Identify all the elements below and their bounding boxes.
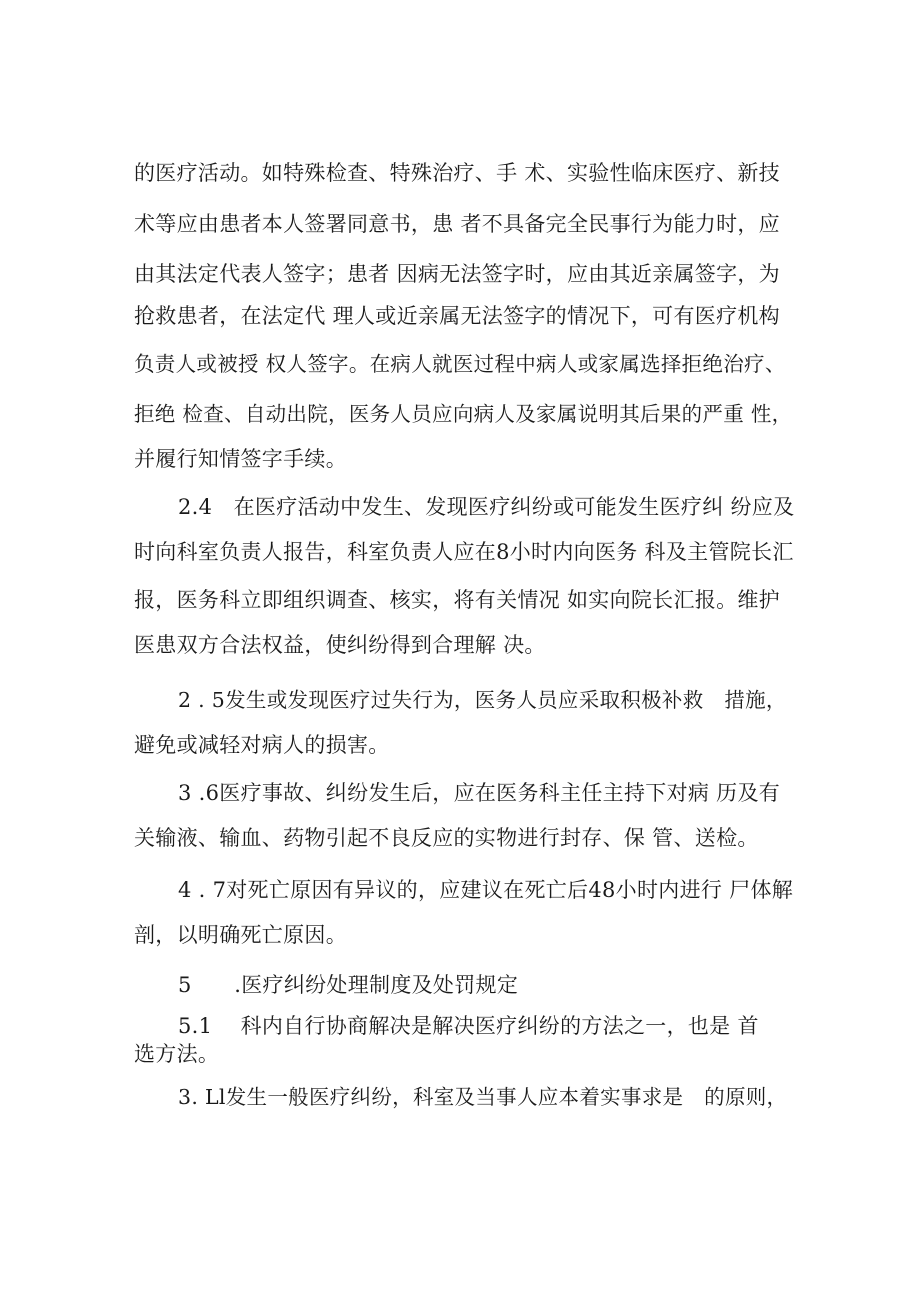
text-line: 选方法。 (134, 1042, 220, 1066)
text-line: 时向科室负责人报告，科室负责人应在8小时内向医务 科及主管院长汇 (134, 540, 794, 564)
text-line: 3. Ll发生一般医疗纠纷，科室及当事人应本着实事求是 的原则， (178, 1085, 788, 1109)
text-line: 2 . 5发生或发现医疗过失行为，医务人员应采取积极补救 措施， (178, 688, 787, 712)
text-line: 负责人或被授 权人签字。在病人就医过程中病人或家属选择拒绝治疗、 (134, 352, 786, 376)
text-line: 2.4 在医疗活动中发生、发现医疗纠纷或可能发生医疗纠 纷应及 (178, 495, 795, 519)
text-line: 医患双方合法权益，使纠纷得到合理解 决。 (134, 633, 546, 657)
text-line: 并履行知情签字手续。 (134, 447, 347, 471)
text-line: 由其法定代表人签字；患者 因病无法签字时，应由其近亲属签字，为 (134, 262, 780, 286)
text-line: 报，医务科立即组织调查、核实，将有关情况 如实向院长汇报。维护 (134, 588, 780, 612)
text-line: 关输液、输血、药物引起不良反应的实物进行封存、保 管、送检。 (134, 826, 759, 850)
text-line: 术等应由患者本人签署同意书，患 者不具备完全民事行为能力时，应 (134, 212, 780, 236)
text-line: 5.1 科内自行协商解决是解决医疗纠纷的方法之一，也是 首 (178, 1014, 759, 1038)
text-line: 5 .医疗纠纷处理制度及处罚规定 (178, 973, 519, 997)
text-line: 拒绝 检查、自动出院，医务人员应向病人及家属说明其后果的严重 性， (134, 402, 793, 426)
text-line: 抢救患者，在法定代 理人或近亲属无法签字的情况下，可有医疗机构 (134, 304, 780, 328)
text-line: 避免或减轻对病人的损害。 (134, 733, 390, 757)
text-line: 的医疗活动。如特殊检查、特殊治疗、手 术、实验性临床医疗、新技 (134, 161, 780, 185)
text-line: 3 .6医疗事故、纠纷发生后，应在医务科主任主持下对病 历及有 (178, 781, 781, 805)
text-line: 剖，以明确死亡原因。 (134, 923, 347, 947)
text-line: 4 . 7对死亡原因有异议的，应建议在死亡后48小时内进行 尸体解 (178, 878, 794, 902)
